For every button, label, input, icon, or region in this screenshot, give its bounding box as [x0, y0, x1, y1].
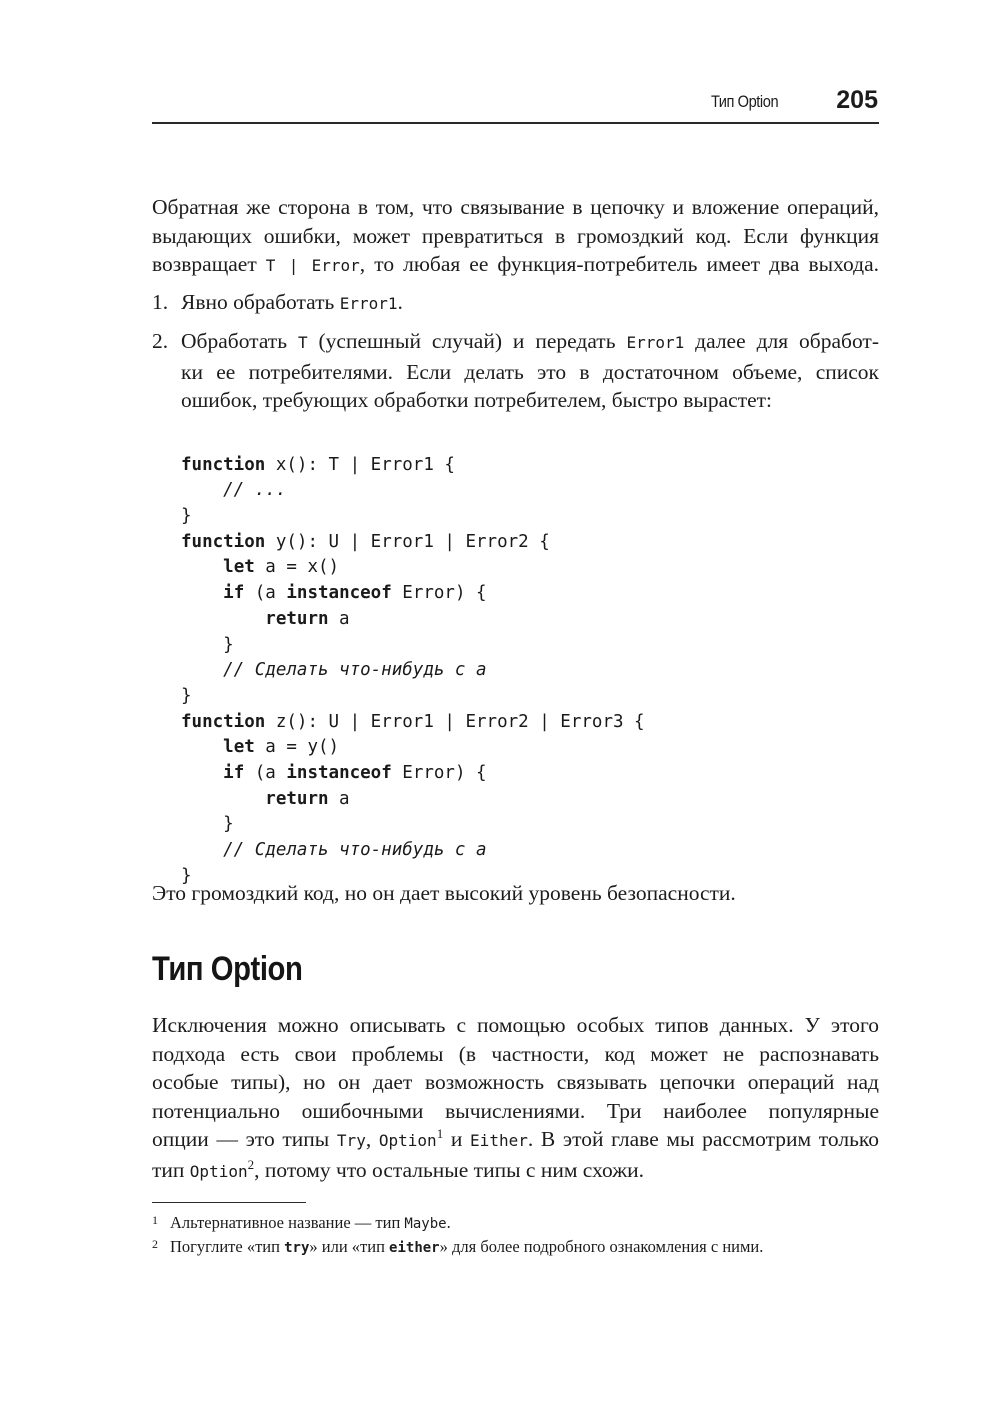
- text-run: Обработать: [181, 329, 298, 353]
- code-line: [181, 761, 645, 787]
- option-paragraph: [152, 1011, 879, 1186]
- text-line: [152, 1125, 879, 1156]
- header-rule: [152, 122, 879, 124]
- inline-code: Either: [470, 1131, 528, 1150]
- code-keyword: return: [265, 608, 329, 629]
- code-indent: [181, 763, 223, 783]
- code-keyword: function: [181, 454, 266, 475]
- code-line: }: [181, 634, 234, 655]
- text-run: .: [446, 1213, 451, 1232]
- text-run: тип: [152, 1157, 190, 1182]
- footnote: [152, 1233, 879, 1259]
- text-line: Исключения можно описывать с помощью особых типов данных. У этого: [152, 1013, 879, 1037]
- text-run: Альтернативное название — тип: [170, 1213, 405, 1232]
- list-number: 1.: [152, 290, 169, 314]
- inline-code: Maybe: [404, 1216, 447, 1232]
- after-code-paragraph: [152, 879, 879, 908]
- text-line: Обратная же сторона в том, что связывание в цепочку и вложение операций,: [152, 195, 879, 219]
- code-indent: [181, 789, 265, 809]
- code-text: a = y(): [254, 737, 340, 758]
- section-heading: Тип Option: [152, 950, 303, 988]
- code-line: [181, 607, 645, 633]
- text-line: [152, 1156, 879, 1187]
- page-number: 205: [836, 86, 878, 114]
- code-line: [181, 581, 645, 607]
- list-item-text: [181, 288, 879, 319]
- code-line: [181, 555, 645, 581]
- text-line: потенциально ошибочными вычислениями. Три наиболее популярные: [152, 1098, 879, 1123]
- code-line: [181, 710, 645, 736]
- code-text: x(): T | Error1 {: [265, 454, 455, 475]
- inline-code: try: [284, 1240, 310, 1256]
- code-keyword: return: [265, 788, 329, 809]
- code-line: }: [181, 814, 234, 835]
- code-text: a: [328, 608, 350, 629]
- code-line: }: [181, 865, 192, 886]
- code-keyword: function: [181, 711, 266, 732]
- text-line: ки ее потребителями. Если делать это в достаточном объеме, список: [181, 359, 879, 384]
- code-block: [181, 427, 645, 889]
- text-line: подхода есть свои проблемы (в частности, код может не распознавать: [152, 1041, 879, 1066]
- code-keyword: instanceof: [286, 583, 392, 604]
- running-header-section: Тип Option: [710, 92, 778, 111]
- text-run: .: [397, 290, 403, 314]
- text-run: Погуглите «тип: [170, 1237, 285, 1256]
- code-comment: // Сделать что-нибудь с a: [181, 660, 487, 681]
- code-comment: // ...: [181, 480, 287, 501]
- text-line: [181, 327, 879, 358]
- text-line: Это громоздкий код, но он дает высокий уровень безопасности.: [152, 881, 736, 905]
- text-run: далее для обработ-: [684, 329, 879, 353]
- text-run: опции — это типы: [152, 1127, 337, 1151]
- code-keyword: function: [181, 531, 266, 552]
- inline-code: Option: [189, 1161, 248, 1181]
- code-text: y(): U | Error1 | Error2 {: [265, 531, 550, 552]
- code-indent: [181, 557, 223, 577]
- code-keyword: let: [223, 737, 255, 758]
- code-text: (a: [244, 583, 287, 604]
- code-text: a = x(): [254, 557, 340, 578]
- code-indent: [181, 583, 223, 603]
- inline-code: T: [297, 333, 308, 352]
- code-text: Error) {: [391, 583, 487, 604]
- inline-code: either: [389, 1240, 440, 1256]
- list-number: 2.: [152, 329, 169, 353]
- text-line: ошибок, требующих обработки потребителем, быстро вырастет:: [181, 388, 773, 412]
- text-run: » или «тип: [309, 1237, 390, 1256]
- inline-code: Error1: [626, 333, 685, 352]
- code-comment: // Сделать что-нибудь с a: [181, 840, 487, 861]
- footnote-ref: 1: [436, 1126, 444, 1141]
- code-line: [181, 530, 645, 556]
- code-line: }: [181, 506, 192, 527]
- text-run: , потому что остальные типы с ним схожи.: [254, 1157, 644, 1182]
- inline-code: Option: [378, 1131, 437, 1150]
- text-line: особые типы), но он дает возможность связывать цепочки операций над: [152, 1070, 879, 1094]
- code-keyword: let: [223, 557, 255, 578]
- text-run: , то любая ее функция-потребитель имеет два выхода.: [359, 252, 879, 276]
- code-indent: [181, 737, 223, 757]
- text-run: . В этой главе мы рассмотрим только: [527, 1127, 880, 1151]
- code-text: a: [328, 788, 350, 809]
- text-run: ,: [365, 1127, 379, 1151]
- code-text: Error) {: [391, 762, 487, 783]
- code-text: (a: [244, 762, 287, 783]
- code-line: }: [181, 685, 192, 706]
- text-run: возвращает: [152, 252, 266, 276]
- footnote-ref: 2: [247, 1156, 255, 1172]
- code-indent: [181, 609, 265, 629]
- code-keyword: if: [223, 762, 245, 783]
- inline-code: T | Error: [265, 256, 360, 275]
- text-line: [152, 250, 879, 281]
- code-line: [181, 735, 645, 761]
- text-run: Явно обработать: [181, 290, 340, 314]
- list-item-text: [181, 327, 879, 415]
- code-text: z(): U | Error1 | Error2 | Error3 {: [265, 711, 645, 732]
- text-run: и: [443, 1127, 471, 1151]
- text-run: (успешный случай) и передать: [307, 329, 627, 353]
- footnote: [152, 1209, 879, 1235]
- code-line: [181, 453, 645, 479]
- text-run: » для более подробного ознакомления с ними.: [439, 1237, 764, 1256]
- code-line: [181, 787, 645, 813]
- inline-code: Try: [336, 1131, 366, 1150]
- text-line: выдающих ошибки, может превратиться в громоздкий код. Если функция: [152, 223, 879, 248]
- footnote-number: 1: [152, 1213, 158, 1227]
- intro-paragraph: [152, 193, 879, 281]
- code-keyword: instanceof: [286, 762, 392, 783]
- footnote-number: 2: [152, 1237, 158, 1251]
- code-keyword: if: [223, 583, 245, 604]
- inline-code: Error1: [339, 294, 398, 313]
- footnote-rule: [152, 1202, 306, 1203]
